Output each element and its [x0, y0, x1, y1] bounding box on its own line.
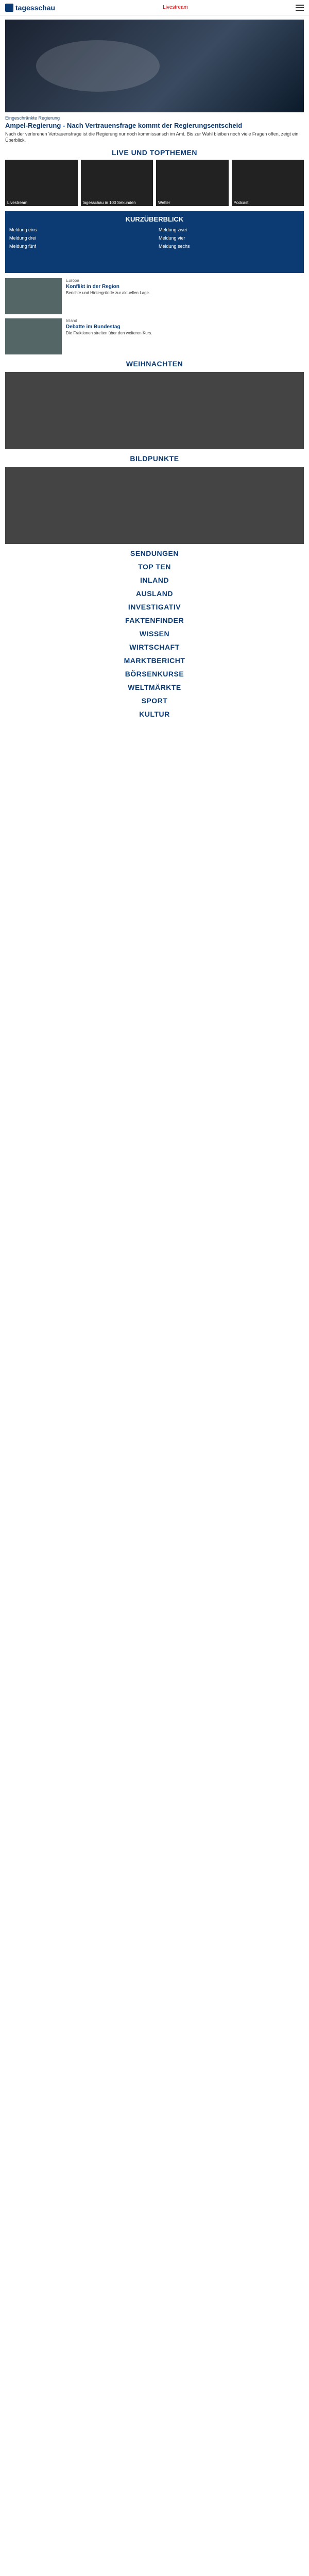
article-teaser: Die Fraktionen streiten über den weiteren Kurs.	[66, 331, 152, 336]
section-bildpunkte: BILDPUNKTE	[130, 454, 179, 463]
section-live: LIVE UND TOPTHEMEN	[112, 148, 197, 157]
kurz-item[interactable]: Meldung fünf	[9, 244, 37, 249]
article-teaser: Berichte und Hintergründe zur aktuellen Lage.	[66, 291, 150, 296]
kurz-list	[9, 227, 300, 249]
section-investigativ: INVESTIGATIV	[128, 603, 181, 612]
brand-logo[interactable]	[5, 4, 55, 12]
logo-icon	[5, 4, 13, 12]
article-headline[interactable]: Debatte im Bundestag	[66, 324, 121, 330]
article-row[interactable]	[5, 318, 304, 354]
live-card-label: tagesschau in 100 Sekunden	[82, 200, 136, 206]
live-card-label: Livestream	[7, 200, 28, 206]
hero-image[interactable]	[5, 20, 304, 112]
live-card-label: Podcast	[233, 200, 249, 206]
section-faktenfinder: FAKTENFINDER	[125, 616, 184, 625]
menu-icon[interactable]	[296, 5, 304, 11]
gallery-image[interactable]	[5, 467, 304, 544]
kurz-item[interactable]: Meldung vier	[159, 235, 185, 241]
kurz-item[interactable]: Meldung zwei	[159, 227, 187, 233]
hero-headline[interactable]: Ampel-Regierung - Nach Vertrauensfrage kommt der Regierungsentscheid	[5, 122, 243, 129]
section-sport: SPORT	[141, 697, 168, 705]
top-bar	[0, 0, 309, 15]
section-wissen: WISSEN	[139, 630, 170, 638]
kurz-box	[5, 211, 304, 273]
section-ausland: AUSLAND	[136, 589, 173, 598]
section-weihnachten: WEIHNACHTEN	[126, 360, 183, 368]
section-kultur: KULTUR	[139, 710, 170, 719]
article-text	[66, 278, 304, 314]
article-kicker: Europa	[66, 278, 79, 283]
section-wirtschaft: WIRTSCHAFT	[129, 643, 180, 652]
section-sendungen: SENDUNGEN	[130, 549, 179, 558]
live-card[interactable]	[232, 160, 304, 206]
hero-teaser: Nach der verlorenen Vertrauensfrage ist die Regierung nur noch kommissarisch im Amt. Bis zur Wahl bleiben noch viele Fragen offen, zeigt ein Überblick.	[5, 131, 299, 143]
article-headline[interactable]: Konflikt in der Region	[66, 284, 119, 290]
live-badge[interactable]: Livestream	[163, 5, 188, 10]
section-weltmarkt: WELTMÄRKTE	[128, 683, 181, 692]
kurz-item[interactable]: Meldung sechs	[159, 244, 190, 249]
hero-kicker: Eingeschränkte Regierung	[5, 115, 60, 121]
live-card-label: Wetter	[158, 200, 170, 206]
live-card[interactable]	[5, 160, 78, 206]
article-row[interactable]	[5, 278, 304, 314]
section-boerse: BÖRSENKURSE	[125, 670, 184, 679]
kurz-title: KURZÜBERBLICK	[125, 215, 184, 224]
section-top: TOP TEN	[138, 563, 171, 571]
article-image	[5, 278, 62, 314]
kurz-item[interactable]: Meldung eins	[9, 227, 37, 233]
article-text	[66, 318, 304, 354]
feature-image[interactable]	[5, 372, 304, 449]
live-card[interactable]	[156, 160, 229, 206]
section-inland: INLAND	[140, 576, 169, 585]
article-image	[5, 318, 62, 354]
kurz-item[interactable]: Meldung drei	[9, 235, 37, 241]
section-markt: MARKTBERICHT	[124, 656, 185, 665]
live-card[interactable]	[81, 160, 153, 206]
live-row	[5, 160, 304, 206]
article-kicker: Inland	[66, 318, 77, 324]
brand-name: tagesschau	[15, 3, 56, 12]
